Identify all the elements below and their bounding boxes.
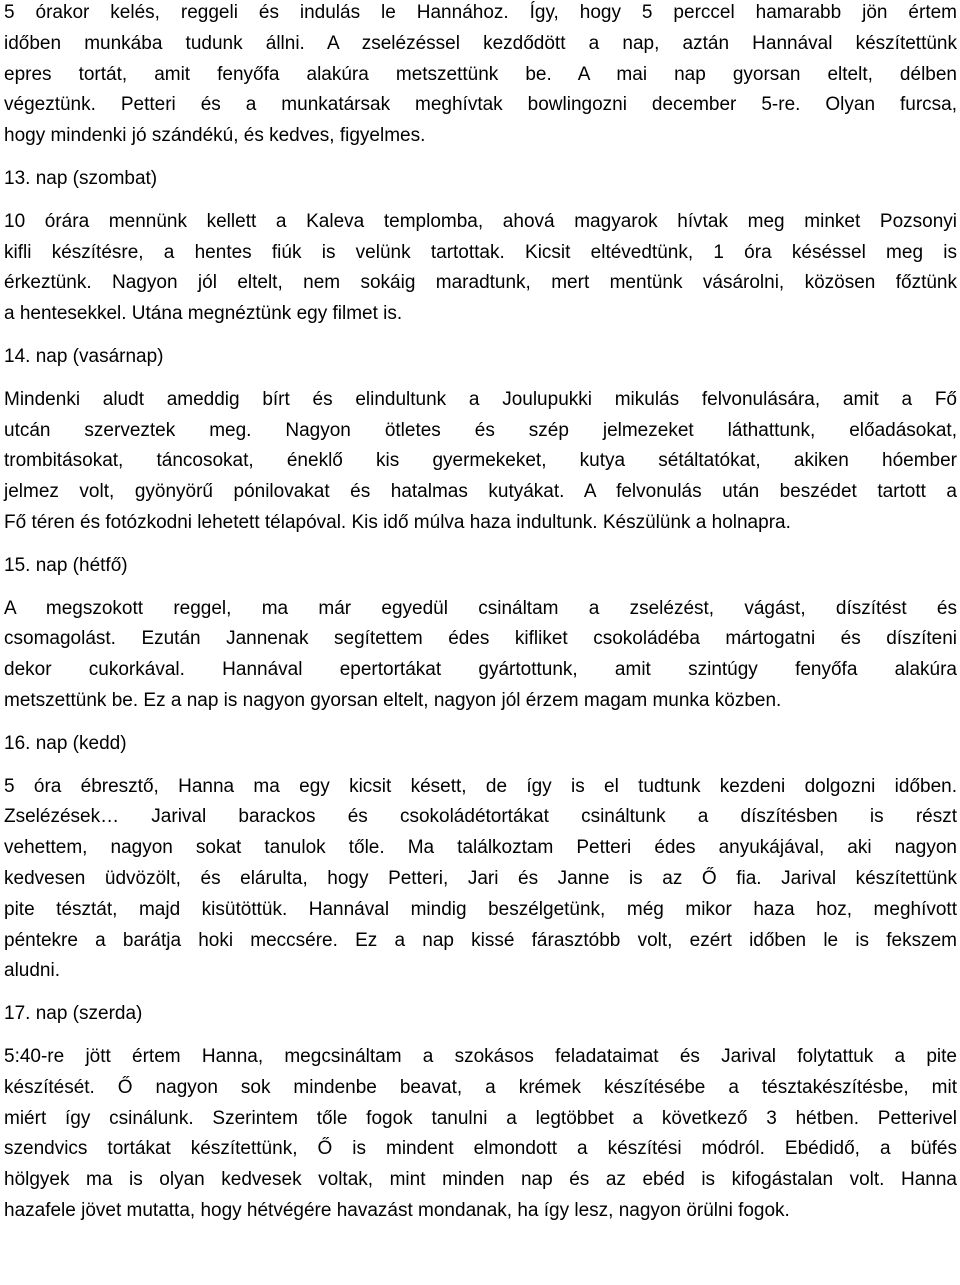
text-line: időben munkába tudunk állni. A zselézéssel kezdődött a nap, aztán Hannával készítettünk — [4, 32, 957, 54]
paragraph-day-16 — [4, 772, 957, 988]
heading-text: 16. nap (kedd) — [4, 732, 127, 754]
day-heading-13 — [4, 164, 957, 195]
text-line: péntekre a barátja hoki meccsére. Ez a nap kissé fárasztóbb volt, ezért időben le is fekszem — [4, 929, 957, 951]
text-line: miért így csinálunk. Szerintem tőle fogok tanulni a legtöbbet a következő 3 hétben. Petterivel — [4, 1107, 957, 1129]
text-line: kedvesen üdvözölt, és elárulta, hogy Petteri, Jari és Janne is az Ő fia. Jarival készítettünk — [4, 867, 957, 889]
text-line: 10 órára mennünk kellett a Kaleva templomba, ahová magyarok hívtak meg minket Pozsonyi — [4, 210, 957, 232]
text-line: utcán szerveztek meg. Nagyon ötletes és szép jelmezeket láthattunk, előadásokat, — [4, 419, 957, 441]
text-line: Fő téren és fotózkodni lehetett télapóval. Kis idő múlva haza indultunk. Készülünk a holnapra. — [4, 511, 791, 533]
heading-text: 14. nap (vasárnap) — [4, 345, 164, 367]
text-line: készítését. Ő nagyon sok mindenbe beavat, a krémek készítésébe a tésztakészítésbe, mit — [4, 1076, 957, 1098]
text-line: trombitásokat, táncosokat, éneklő kis gyermekeket, kutya sétáltatókat, akiken hóember — [4, 450, 957, 472]
text-line: kifli készítésre, a hentes fiúk is velünk tartottak. Kicsit eltévedtünk, 1 óra késéssel meg is — [4, 241, 957, 263]
text-line: csomagolást. Ezután Jannenak segítettem édes kifliket csokoládéba mártogatni és díszíteni — [4, 628, 957, 650]
paragraph-day-13 — [4, 207, 957, 330]
day-heading-14 — [4, 342, 957, 373]
text-line: 5 óra ébresztő, Hanna ma egy kicsit késett, de így is el tudtunk kezdeni dolgozni időben. — [4, 775, 957, 797]
text-line: hogy mindenki jó szándékú, és kedves, figyelmes. — [4, 125, 426, 147]
text-line: hazafele jövet mutatta, hogy hétvégére havazást mondanak, ha így lesz, nagyon örülni fogok. — [4, 1199, 790, 1221]
text-line: szendvics tortákat készítettünk, Ő is mindent elmondott a készítési módról. Ebédidő, a büfés — [4, 1138, 957, 1160]
text-line: metszettünk be. Ez a nap is nagyon gyorsan eltelt, nagyon jól érzem magam munka közben. — [4, 689, 782, 711]
heading-text: 15. nap (hétfő) — [4, 554, 128, 576]
paragraph-day-15 — [4, 594, 957, 717]
text-line: érkeztünk. Nagyon jól eltelt, nem sokáig maradtunk, mert mentünk vásárolni, közösen főztünk — [4, 272, 957, 294]
text-line: Mindenki aludt ameddig bírt és elindultunk a Joulupukki mikulás felvonulására, amit a Fő — [4, 388, 957, 410]
text-line: aludni. — [4, 960, 60, 982]
text-line: a hentesekkel. Utána megnéztünk egy filmet is. — [4, 303, 403, 325]
paragraph-day-14 — [4, 385, 957, 539]
text-line: dekor cukorkával. Hannával epertortákat gyártottunk, amit szintúgy fenyőfa alakúra — [4, 659, 957, 681]
day-heading-16 — [4, 729, 957, 760]
text-line: 5 órakor kelés, reggeli és indulás le Hannához. Így, hogy 5 perccel hamarabb jön értem — [4, 2, 957, 23]
text-line: pite tésztát, majd kisütöttük. Hannával mindig beszélgetünk, még mikor haza hoz, meghívott — [4, 898, 957, 920]
text-line: vehettem, nagyon sokat tanulok tőle. Ma találkoztam Petteri édes anyukájával, aki nagyon — [4, 837, 957, 859]
text-line: epres tortát, amit fenyőfa alakúra metszettünk be. A mai nap gyorsan eltelt, délben — [4, 63, 957, 85]
text-line: Zselézések… Jarival barackos és csokoládétortákat csináltunk a díszítésben is részt — [4, 806, 957, 828]
text-line: A megszokott reggel, ma már egyedül csináltam a zselézést, vágást, díszítést és — [4, 597, 957, 619]
heading-text: 13. nap (szombat) — [4, 167, 158, 189]
text-line: hölgyek ma is olyan kedvesek voltak, mint minden nap és az ebéd is kifogástalan volt. Hanna — [4, 1169, 957, 1191]
paragraph-intro — [4, 0, 957, 152]
text-line: jelmez volt, gyönyörű pónilovakat és hatalmas kutyákat. A felvonulás után beszédet tartott a — [4, 481, 957, 503]
day-heading-15 — [4, 551, 957, 582]
paragraph-day-17 — [4, 1042, 957, 1227]
heading-text: 17. nap (szerda) — [4, 1003, 143, 1025]
day-heading-17 — [4, 999, 957, 1030]
text-line: 5:40-re jött értem Hanna, megcsináltam a szokásos feladataimat és Jarival folytattuk a pite — [4, 1045, 957, 1067]
text-line: végeztünk. Petteri és a munkatársak meghívtak bowlingozni december 5-re. Olyan furcsa, — [4, 94, 957, 116]
